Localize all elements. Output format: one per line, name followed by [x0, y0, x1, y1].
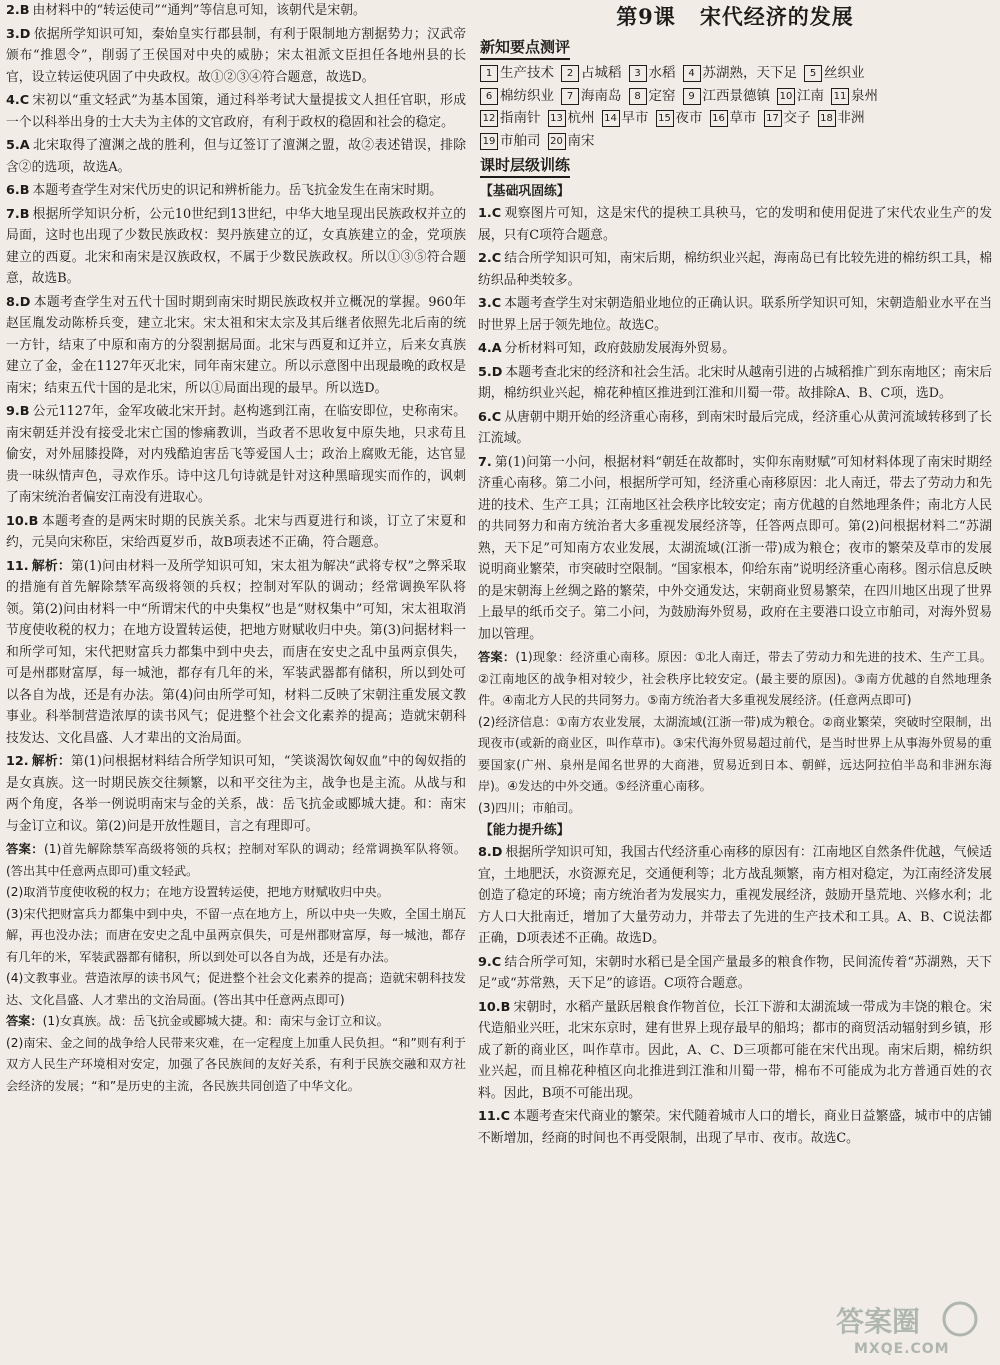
key-point-text: 泉州 [851, 87, 878, 104]
explanation-text: 结合所学可知，宋朝时水稻已是全国产量最多的粮食作物，民间流传着“苏湖熟，天下足”或“苏常熟，天下足”的谚语。C项符合题意。 [478, 954, 992, 991]
key-point [602, 110, 649, 126]
key-point [548, 110, 595, 126]
answer-12-line: (2)南宋、金之间的战争给人民带来灾难，在一定程度上加重人民负担。“和”则有利于双方人民生产环境相对安定，加强了各民族间的友好关系，有利于民族交融和双方社会经济的发展；“和”是历史的主流，各民族共同创造了中华文化。 [6, 1035, 466, 1093]
key-point [683, 88, 771, 104]
answer-7-line: (2)经济信息：①南方农业发展，太湖流域(江浙一带)成为粮仓。②商业繁荣，突破时空限制，出现夜市(或新的商业区，叫作草市)。③宋代海外贸易超过前代，是当时世界上从事海外贸易的重要国家(广州、泉州是闻名世界的大商港，贸易近到日本、朝鲜，远达阿拉伯半岛和非洲东海岸)。④发达的中外交通。⑤经济重心南移。 [478, 714, 992, 793]
key-point-text: 市舶司 [500, 132, 541, 149]
key-point-text: 水稻 [648, 65, 676, 81]
question-number: 11. [6, 558, 29, 574]
key-points-row [480, 62, 992, 85]
key-point-number: 6 [480, 88, 498, 105]
question-explanation [6, 135, 466, 178]
key-point [764, 110, 811, 126]
basic-practice-label: 【基础巩固练】 [480, 184, 570, 199]
section-key-points-heading: 新知要点测评 [480, 36, 570, 60]
key-point [804, 65, 865, 81]
key-point [683, 65, 798, 81]
watermark-title: 答案圈 [836, 1305, 921, 1338]
key-point-number: 17 [764, 110, 782, 127]
key-point [561, 65, 622, 81]
explanation-text: 本题考查学生对五代十国时期到南宋时期民族政权并立概况的掌握。960年赵匡胤发动陈桥兵变，建立北宋。宋太祖和宋太宗及其后继者依照先北后南的统一方针，结束了中原和南方的分裂割据局面。北宋与西夏和辽并立，后来女真族建立了金，金在1127年灭北宋，同年南宋建立。所以示意图中出现最晚的政权是南宋；结束五代十国的是北宋，所以①局面出现的最早。所以选D。 [6, 294, 466, 396]
key-point [480, 65, 554, 81]
watermark-url: MXQE.COM [854, 1341, 950, 1357]
key-point [818, 110, 865, 126]
question-explanation [6, 90, 466, 133]
question-number: 7.B [6, 206, 30, 222]
explanation-text: 本题考查宋代商业的繁荣。宋代随着城市人口的增长，商业日益繁盛，城市中的店铺不断增加，经商的时间也不再受限制，出现了早市、夜市。故选C。 [478, 1109, 992, 1146]
key-point [548, 133, 595, 149]
key-point [777, 88, 824, 104]
question-explanation [478, 203, 992, 246]
key-point-number: 3 [629, 65, 647, 82]
answer-7-line: (3)四川；市舶司。 [478, 800, 581, 815]
question-explanation [6, 180, 466, 202]
key-point-text: 交子 [783, 110, 811, 126]
key-point-text: 苏湖熟，天下足 [702, 65, 797, 81]
explanation-text: 本题考查学生对宋代历史的识记和辨析能力。岳飞抗金发生在南宋时期。 [32, 183, 443, 198]
key-points-grid [478, 62, 992, 152]
answer-block-11 [6, 839, 466, 1011]
question-number: 5.D [478, 364, 503, 380]
question-number: 4.A [478, 341, 502, 356]
key-point [831, 88, 878, 104]
question-number: 3.D [6, 26, 31, 42]
explanation-text: 宋朝时，水稻产量跃居粮食作物首位，长江下游和太湖流域一带成为丰饶的粮仓。宋代造船业兴旺，北宋东京时，建有世界上现存最早的船坞；都市的商贸活动辐射到乡镇，形成了新的商业区，叫作草市。因此，A、C、D三项都可能在宋代出现。南宋后期，棉纺织业兴起，而且棉花种植区向北推进到江淮和川蜀一带，棉布不可能成为北方普通百姓的衣料。因此，B项不可能出现。 [478, 999, 992, 1101]
watermark-icon [832, 1297, 982, 1359]
explanation-text: 本题考查学生对宋朝造船业地位的正确认识。联系所学知识可知，宋朝造船业水平在当时世界上居于领先地位。故选C。 [478, 296, 992, 333]
key-point [629, 65, 676, 81]
question-explanation [6, 292, 466, 400]
left-items-a [6, 0, 466, 749]
question-number: 10.B [478, 999, 511, 1015]
key-point-text: 指南针 [500, 110, 541, 126]
answer-11-line: (4)文教事业。营造浓厚的读书风气；促进整个社会文化素养的提高；造就宋朝科技发达、文化昌盛、人才辈出的文治局面。(答出其中任意两点即可) [6, 971, 466, 1007]
question-explanation [6, 556, 466, 750]
explanation-text: 公元1127年，金军攻破北宋开封。赵构逃到江南，在临安即位，史称南宋。南宋朝廷并没有接受北宋亡国的惨痛教训，当政者不思收复中原失地，只求苟且偷安，对外屈膝投降，对内残酷迫害岳飞等爱国人士；政治上腐败无能，达官显贵一味纵情声色，寻欢作乐。诗中这几句诗就是针对这种黑暗现实而作的，讽刺了南宋统治者偏安江南没有进取心。 [6, 404, 466, 505]
key-point-text: 生产技术 [500, 65, 554, 81]
explanation-text: 由材料中的“转运使司”“通判”等信息可知，该朝代是宋朝。 [32, 3, 366, 18]
question-explanation [478, 1106, 992, 1149]
explanation-text: 结合所学知识可知，南宋后期，棉纺织业兴起，海南岛已有比较先进的棉纺织工具，棉纺织品种类较多。 [478, 251, 992, 288]
answer-11-line: (3)宋代把财富兵力都集中到中央，不留一点在地方上，所以中央一失败，全国土崩瓦解，再也没办法；而唐在安史之乱中虽两京俱失，可是州郡财富厚，每一城池，都存有几年的米，军装武器都有储积，所以到处可以各自为战，还是有办法。 [6, 906, 466, 964]
site-watermark-logo [832, 1297, 982, 1359]
key-point [561, 88, 622, 104]
question-number: 9.B [6, 404, 30, 419]
key-point-number: 16 [710, 110, 728, 127]
key-point-number: 20 [548, 133, 566, 150]
explanation-text: 分析材料可知，政府鼓励发展海外贸易。 [504, 341, 736, 356]
question-number: 9.C [478, 954, 502, 970]
section-training-heading: 课时层级训练 [480, 154, 570, 178]
question-explanation [6, 204, 466, 290]
key-point [480, 110, 541, 126]
key-point-text: 杭州 [567, 110, 595, 126]
answer-7-line: 答案：(1)现象：经济重心南移。原因：①北人南迁，带去了劳动力和先进的技术、生产工具。②江南地区的战争相对较少，社会秩序比较安定。(最主要的原因)。③南方优越的自然地理条件。④南北方人民的共同努力。⑤南方统治者大多重视发展经济。(任意两点即可) [478, 650, 992, 707]
key-points-row [480, 130, 992, 153]
question-explanation [6, 24, 466, 89]
answer-block-7 [478, 647, 992, 819]
answer-11-line: (2)取消节度使收税的权力；在地方设置转运使，把地方财赋收归中央。 [6, 885, 389, 899]
advanced-practice-label: 【能力提升练】 [480, 823, 570, 838]
basic-items [478, 203, 992, 645]
key-points-row [480, 107, 992, 130]
question-explanation [6, 0, 466, 22]
question-number: 10.B [6, 513, 39, 529]
key-point-text: 早市 [621, 110, 649, 126]
explanation-label: 解析： [31, 558, 71, 574]
question-number: 2.C [478, 251, 502, 266]
question-number: 1.C [478, 206, 502, 221]
key-point-number: 1 [480, 65, 498, 82]
explanation-text: 宋初以“重文轻武”为基本国策，通过科举考试大量提拔文人担任官职，形成一个以科举出身的士大夫为主体的文官政府，有利于政权的稳固和社会的稳定。 [6, 93, 466, 130]
key-point-number: 9 [683, 88, 701, 105]
question-number: 5.A [6, 138, 30, 153]
explanation-text: 依据所学知识可知，秦始皇实行郡县制，有利于限制地方割据势力；汉武帝颁布“推恩令”，削弱了王侯国对中央的威胁；宋太祖派文臣担任各地州县的长官，设立转运使巩固了中央政权。故①②③④符合题意，故选D。 [6, 26, 466, 85]
key-point-text: 南宋 [567, 132, 595, 149]
key-point-number: 12 [480, 110, 498, 127]
question-explanation [478, 407, 992, 450]
key-point-text: 占城稻 [581, 65, 622, 81]
explanation-text: 北宋取得了澶渊之战的胜利，但与辽签订了澶渊之盟，故②表述错误，排除含②的选项，故选A。 [6, 138, 466, 175]
question-explanation [478, 952, 992, 995]
key-point-number: 7 [561, 88, 579, 105]
key-point-number: 14 [602, 110, 620, 127]
question-explanation [478, 362, 992, 405]
question-explanation [6, 511, 466, 554]
key-point-number: 8 [629, 88, 647, 105]
explanation-text: 本题考查北宋的经济和社会生活。北宋时从越南引进的占城稻推广到东南地区；南宋后期，棉纺织业兴起，棉花种植区推进到江淮和川蜀一带。故排除A、B、C项，选D。 [478, 364, 992, 401]
key-point-number: 2 [561, 65, 579, 82]
key-point [480, 133, 541, 149]
key-point [656, 110, 703, 126]
explanation-text: 根据所学知识可知，我国古代经济重心南移的原因有：江南地区自然条件优越，气候适宜，土地肥沃，水资源充足，交通便利等；北方战乱频繁，南方相对稳定，为江南经济发展创造了稳定的环境；南方统治者为发展实力，重视发展经济，鼓励开垦荒地、兴修水利；北方人口大批南迁，增加了大量劳动力，并带去了先进的生产技术和工具。A、B、C说法都正确，D项表述不正确。故选D。 [478, 845, 992, 946]
answer-block-12 [6, 1011, 466, 1097]
explanation-text: 观察图片可知，这是宋代的提秧工具秧马，它的发明和使用促进了宋代农业生产的发展，只有C项符合题意。 [478, 206, 992, 243]
key-point [629, 88, 676, 104]
key-point-text: 夜市 [675, 110, 703, 126]
key-point-text: 江南 [797, 87, 824, 104]
question-explanation [6, 751, 466, 837]
question-number: 6.C [478, 409, 502, 425]
explanation-text: 根据所学知识分析，公元10世纪到13世纪，中华大地呈现出民族政权并立的局面，这时也出现了少数民族政权：契丹族建立的辽，女真族建立的金，党项族建立的西夏。北宋和南宋是汉族政权，不属于少数民族政权。所以①③⑤符合题意，故选B。 [6, 206, 466, 286]
answer-11-line: 答案：(1)首先解除禁军高级将领的兵权；控制对军队的调动；经常调换军队将领。(答出其中任意两点即可)重文轻武。 [6, 842, 466, 878]
question-explanation [478, 338, 992, 360]
question-number: 2.B [6, 3, 30, 18]
explanation-text: 第(1)问根据材料结合所学知识可知，“笑谈渴饮匈奴血”中的匈奴指的是女真族。这一时期民族交往频繁，以和平交往为主，战争也是主流。从战与和两个角度，各举一例说明南宋与金的关系，战：岳飞抗金或郾城大捷。和：南宋与金订立和议。第(2)问是开放性题目，言之有理即可。 [6, 754, 466, 834]
key-point-text: 定窑 [648, 87, 676, 104]
right-column [478, 0, 992, 1365]
question-number: 4.C [6, 93, 30, 108]
key-point-number: 15 [656, 110, 674, 127]
question-explanation [478, 842, 992, 950]
key-points-row [480, 85, 992, 108]
key-point [480, 88, 554, 104]
key-point-number: 18 [818, 110, 836, 127]
question-explanation [6, 401, 466, 509]
explanation-text: 第(1)问由材料一及所学知识可知，宋太祖为解决“武将专权”之弊采取的措施有首先解除禁军高级将领的兵权；控制对军队的调动；经常调换军队将领。第(2)问由材料一中“所谓宋代的中央集权”也是“财权集中”可知，宋太祖取消节度使收税的权力；在地方设置转运使，把地方财赋收归中央。第(3)问据材料一和所学可知，宋代把财富兵力都集中到中央去，而唐在安史之乱中虽两京俱失，可是州郡财富厚，每一城池，都存有几年的米，军装武器都有储积，所以到处可以各自为战，还是有办法。第(4)问由所学可知，材料二反映了宋朝注重发展文教事业。科举制营造浓厚的读书风气；促进整个社会文化素养的提高；造就宋朝科技发达、文化昌盛、人才辈出的文治局面。 [6, 558, 466, 746]
explanation-text: 第(1)问第一小问，根据材料“朝廷在故都时，实仰东南财赋”可知材料体现了南宋时期经济重心南移。第二小问，根据所学可知，经济重心南移原因：北人南迁，带去了劳动力和先进的技术、生产工具；江南地区社会秩序比较安定；南方优越的自然地理条件；南北方人民的共同努力和南方统治者大多重视发展经济等，任答两点即可。第(2)问根据材料二“苏湖熟，天下足”可知南方农业发展，太湖流域(江浙一带)成为粮仓；夜市的繁荣及草市的发展说明商业繁荣，市突破时空限制。“国家根本，仰给东南”说明经济重心南移。图示信息反映的是宋朝海上丝绸之路的繁荣，中外交通发达，宋朝商业贸易繁荣，在四川地区出现了世界上最早的纸币交子。第二小问，为鼓励海外贸易，政府在主要港口设立市舶司，对海外贸易加以管理。 [478, 454, 992, 642]
key-point-number: 5 [804, 65, 822, 82]
key-point [710, 110, 757, 126]
key-point-number: 4 [683, 65, 701, 82]
question-number: 6.B [6, 183, 30, 198]
question-number: 8.D [6, 294, 31, 310]
left-column [6, 0, 466, 1365]
explanation-label: 解析： [31, 754, 71, 769]
question-explanation [478, 452, 992, 646]
explanation-text: 从唐朝中期开始的经济重心南移，到南宋时最后完成，经济重心从黄河流域转移到了长江流域。 [478, 409, 992, 446]
answer-12-line: 答案：(1)女真族。战：岳飞抗金或郾城大捷。和：南宋与金订立和议。 [6, 1014, 389, 1028]
question-number: 3.C [478, 296, 502, 311]
key-point-number: 11 [831, 88, 849, 105]
key-point-text: 草市 [729, 110, 757, 126]
key-point-text: 海南岛 [581, 87, 622, 104]
lesson-title: 第9课 宋代经济的发展 [616, 4, 854, 29]
question-explanation [478, 248, 992, 291]
explanation-text: 本题考查的是两宋时期的民族关系。北宋与西夏进行和谈，订立了宋夏和约，元昊向宋称臣，宋给西夏岁币，故B项表述不正确，符合题意。 [6, 513, 466, 550]
question-explanation [478, 997, 992, 1105]
key-point-text: 非洲 [837, 110, 865, 126]
question-number: 7. [478, 454, 492, 470]
question-number: 11.C [478, 1109, 511, 1124]
key-point-text: 江西景德镇 [702, 87, 770, 104]
advance-items [478, 842, 992, 1149]
question-explanation [478, 293, 992, 336]
key-point-text: 丝织业 [824, 65, 865, 81]
key-point-text: 棉纺织业 [500, 87, 554, 104]
question-number: 12. [6, 754, 29, 769]
question-number: 8.D [478, 845, 503, 860]
key-point-number: 19 [480, 133, 498, 150]
key-point-number: 10 [777, 88, 795, 105]
key-point-number: 13 [548, 110, 566, 127]
